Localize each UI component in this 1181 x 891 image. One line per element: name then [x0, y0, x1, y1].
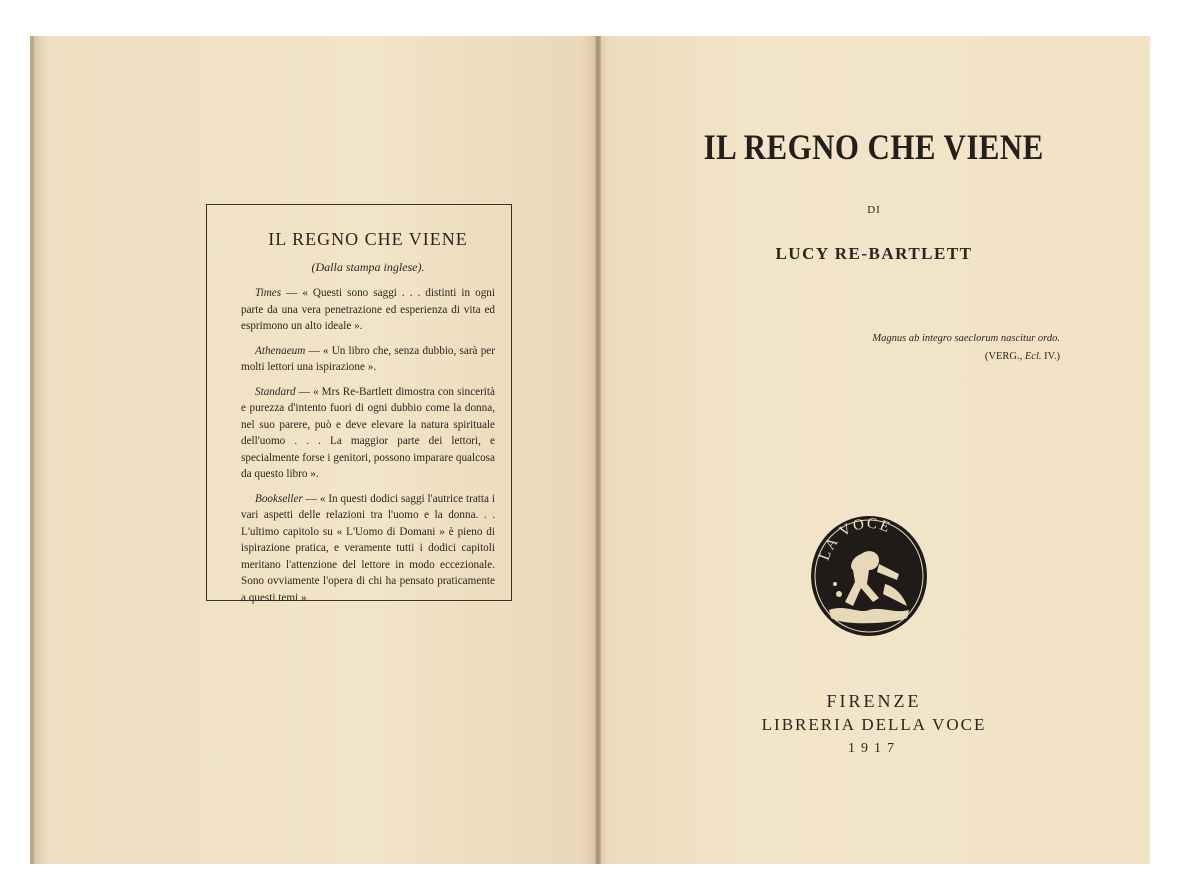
review-text: — « Mrs Re-Bartlett dimostra con sincerità e purezza d'intento fuori di ogni dubbio come la donna, nel suo parere, può e deve elevare la natura spirituale dell'uomo . . . La maggior parte dei lettori, e specialmente forse i genitori, possono imparare qualcosa da questo libro ». [241, 385, 495, 480]
press-reviews-box [206, 204, 512, 604]
publisher-name: LIBRERIA DELLA VOCE [761, 715, 987, 734]
epigraph-source-prefix: (VERG., [984, 351, 1023, 362]
la-voce-emblem-icon [809, 514, 929, 638]
review-source: Athenaeum [255, 344, 306, 357]
review-text: — « Un libro che, senza dubbio, sarà per molti lettori una ispirazione ». [241, 344, 495, 373]
review-athenaeum [241, 343, 495, 376]
emblem-text: LA VOCE [816, 515, 894, 563]
publication-year: 1917 [848, 741, 900, 756]
review-text: — « In questi dodici saggi l'autrice tratta i vari aspetti delle relazioni tra l'uomo e la donna. . . L'ultimo capitolo su « L'Uomo di Domani » è pieno di ispirazione pratica, e veramente tutti i dodici capitoli meritano l'attenzione del lettore in modo eccezionale. Sono ovviamente l'opera di chi ha pensato praticamente a questi temi ». [241, 492, 495, 604]
review-source: Times [255, 287, 282, 299]
review-times [241, 285, 495, 335]
open-book [30, 36, 1150, 864]
author-name: LUCY RE-BARTLETT [775, 244, 973, 263]
book-title [598, 126, 1150, 168]
book-title-text: IL REGNO CHE VIENE [703, 127, 1045, 167]
box-title: IL REGNO CHE VIENE [268, 229, 468, 249]
epigraph: Magnus ab integro saeclorum nascitur ordo. [872, 333, 1060, 344]
epigraph-source-suffix: IV.) [1044, 351, 1060, 362]
review-standard [241, 384, 495, 483]
review-source: Bookseller [255, 492, 303, 505]
review-text: — « Questi sono saggi . . . distinti in ogni parte da una vera penetrazione ed esperienza di vita ed esprimono un alto ideale ». [241, 287, 495, 332]
by-label: DI [867, 204, 881, 216]
review-bookseller [241, 491, 495, 607]
epigraph-source [930, 351, 1060, 362]
publication-place: FIRENZE [826, 691, 922, 711]
epigraph-source-work: Ecl. [1024, 351, 1042, 362]
box-subtitle: (Dalla stampa inglese). [311, 260, 425, 274]
review-source: Standard [255, 385, 296, 398]
left-page [30, 36, 598, 864]
